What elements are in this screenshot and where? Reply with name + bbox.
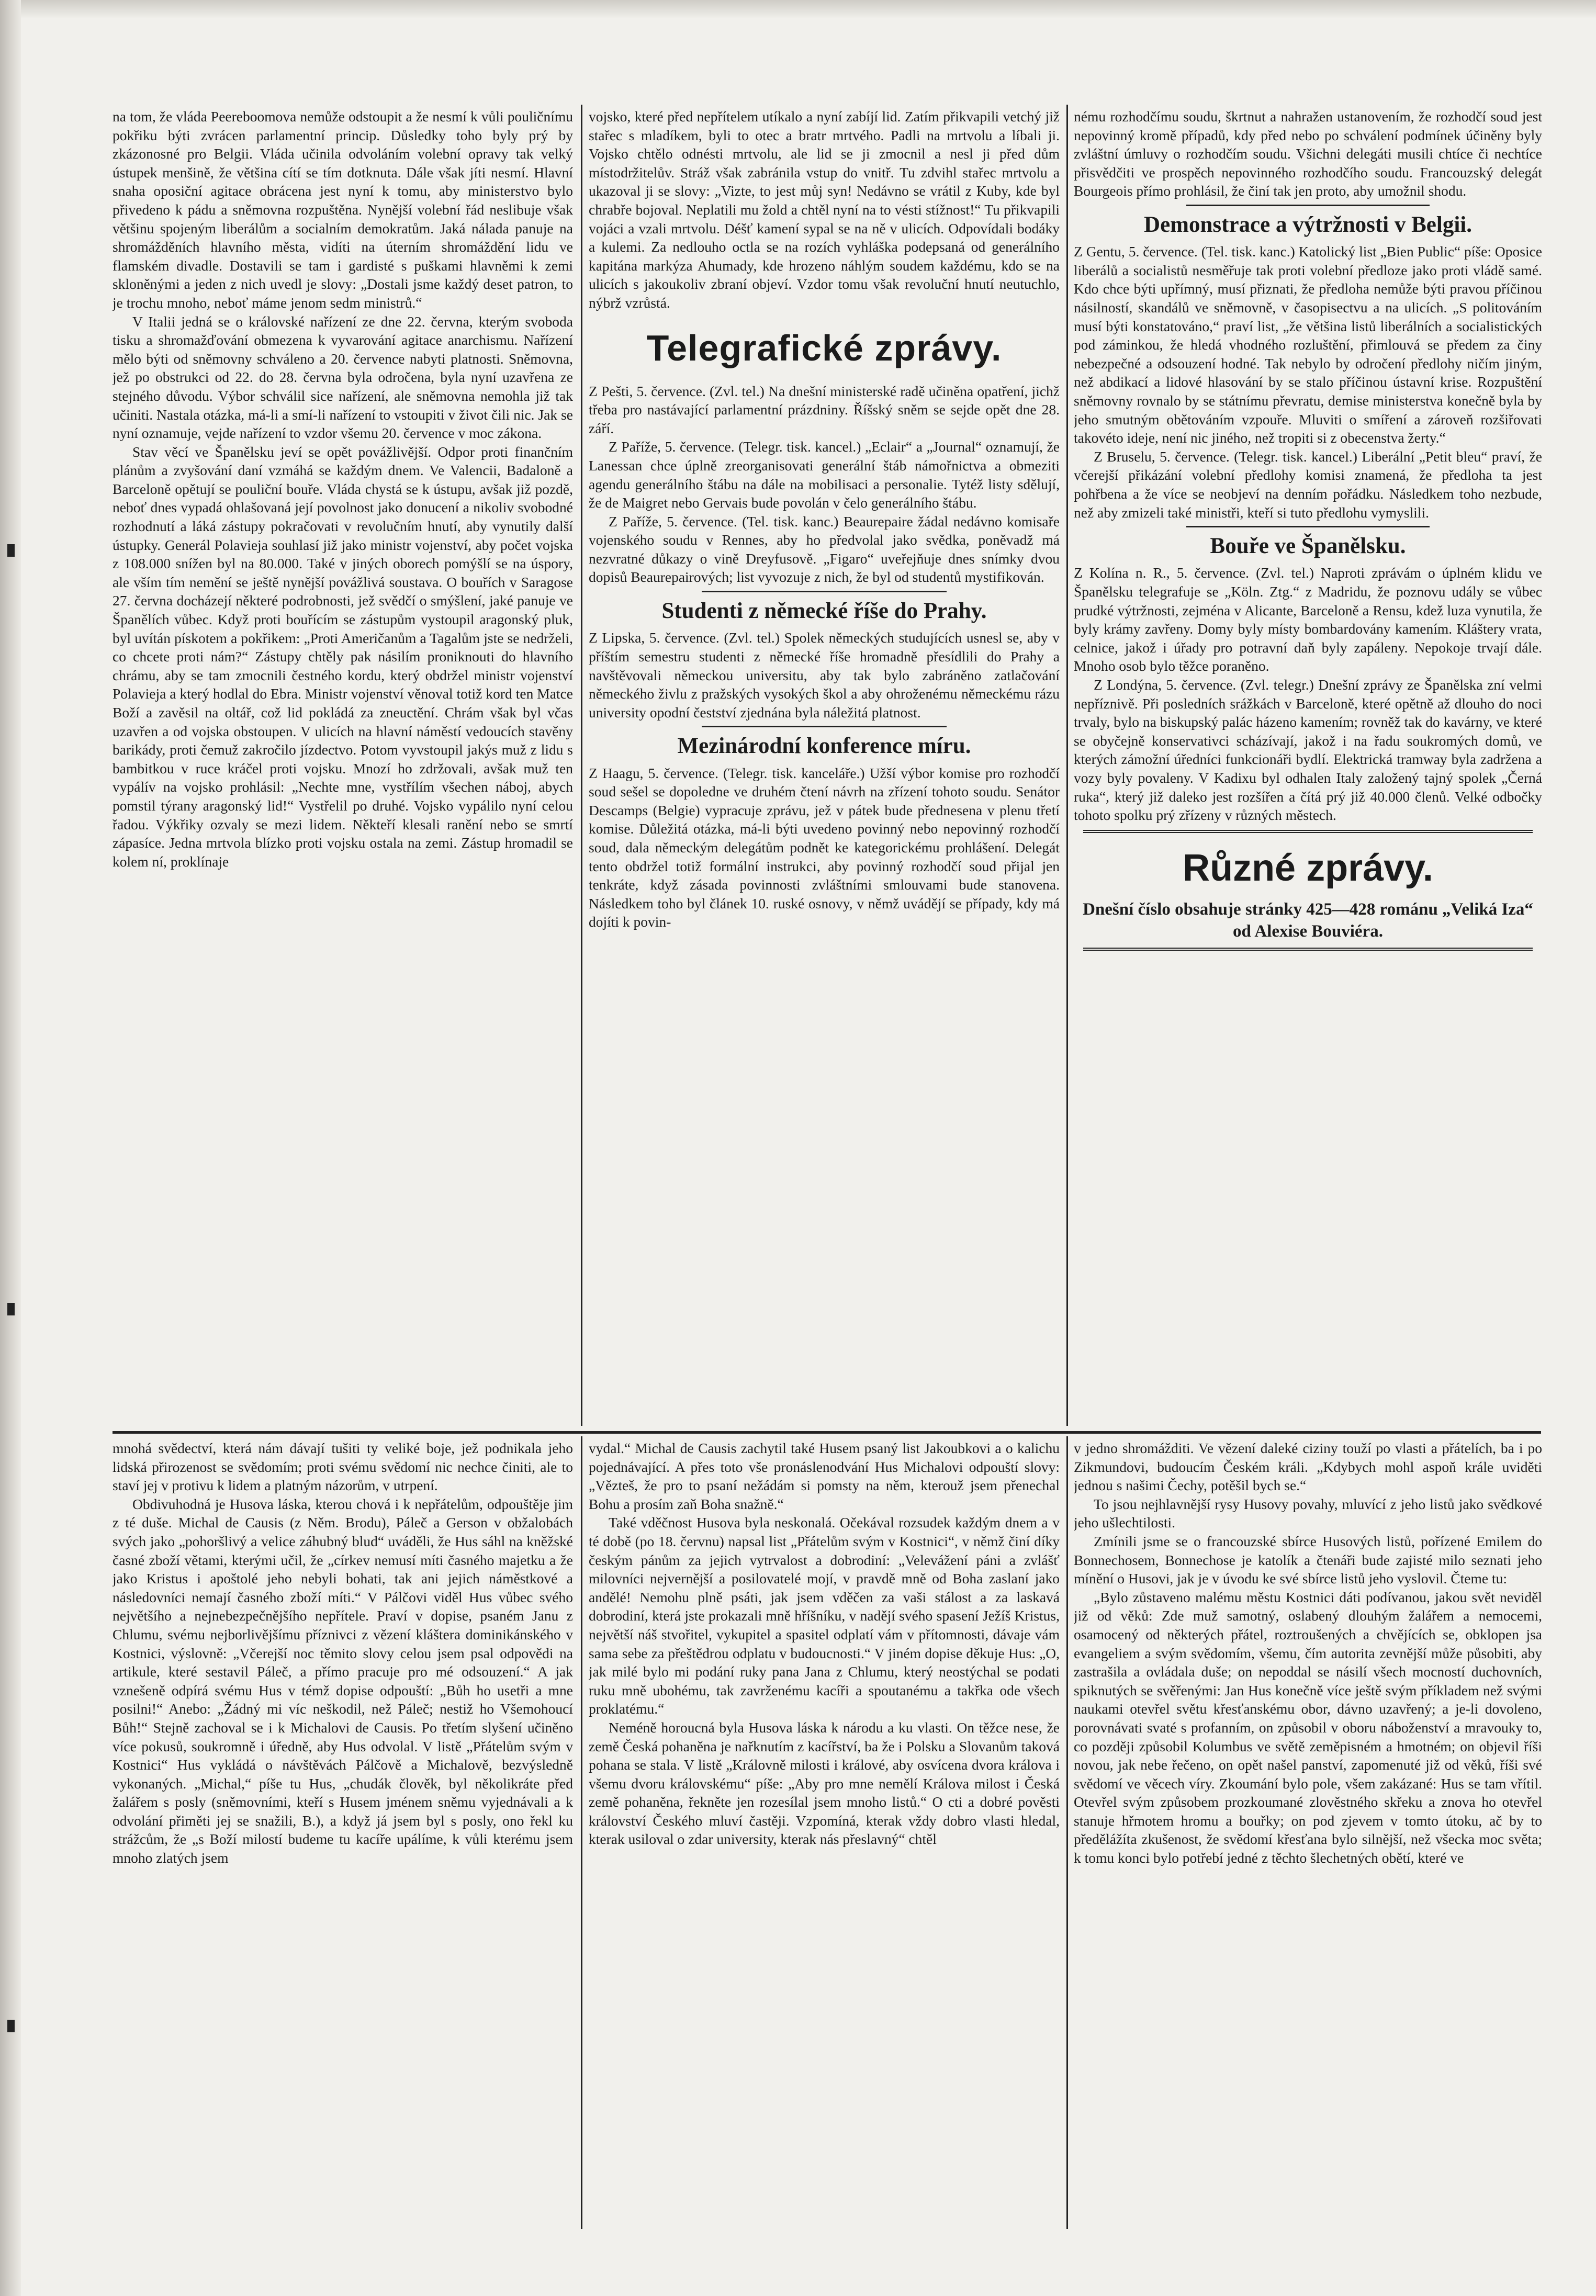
- article-paragraph: vojsko, které před nepřítelem utíkalo a nyní zabíjí lid. Zatím přikvapili vetchý již stařec s mladíkem, byli to otec a bratr mrtvého. Padli na mrtvolu a líbali ji. Vojsko chtělo odnésti mrtvolu, ale lid se ji zmocnil a nesl ji před dům místodržitelův. Stráž však zabránila vstup do vnitř. Tu zdvihl stařec mrtvolu a ukazoval ji se slovy: „Vizte, to jest můj syn! Nedávno se vrátil z Kuby, kde byl chrabře bojoval. Neplatili mu žold a chtěl nyní na to vésti stížnost!“ Tu přikvapili vojáci a vzali mrtvolu. Déšť kamení sypal se na ně v ulicích. Odpovídali bodáky a kulemi. Za nedlouho octla se na rozích vyhláška podepsaná od generálního kapitána markýza Ahumady, kde hrozeno náhlým soudem každému, kdo se na ulicích s jakoukoliv zbraní objeví. Vzdor tomu však revoluční hnutí neutuchlo, nýbrž vzrůstá.: [589, 108, 1060, 311]
- headline-spanelsko: Bouře ve Španělsku.: [1210, 534, 1406, 559]
- telegram-paragraph: Z Paříže, 5. července. (Tel. tisk. kanc.) Beaurepaire žádal nedávno komisaře vojenského soudu v Rennes, aby ho předvolal jako svědka, poněvadž má nezvratné důkazy o vině Dreyfusově. „Figaro“ uveřejňuje dnes snímky dvou dopisů Beaurepairových; list vyvozuje z nich, že byl od studentů mystifikován.: [589, 513, 1060, 586]
- headline-ruzne-zpravy: Různé zprávy.: [1183, 847, 1433, 889]
- telegram-paragraph: Z Kolína n. R., 5. července. (Zvl. tel.) Naproti zprávám o úplném klidu ve Španělsku telegrafuje se „Köln. Ztg.“ z Madridu, že poznovu udály se vůbec prudké výtržnosti, zejména v Alicante, Barceloně a Rensu, kdež luza vynutila, že byly krámy zavřeny. Domy byly místy bombardovány kamením. Kláštery vrata, celnice, jakož i úřady pro potravní daň byly zapáleny. Nepokoje trvají dále. Mnoho osob bylo těžce poraněno.: [1074, 565, 1542, 674]
- section-separator: [1186, 205, 1430, 206]
- section-separator: [702, 591, 947, 592]
- telegram-paragraph: Z Londýna, 5. července. (Zvl. telegr.) Dnešní zprávy ze Španělska zní velmi nepříznivě. Při posledních srážkách v Barceloně, které opětně až dlouho do noci trvaly, bylo na biskupský palác házeno kamením; rovněž tak do kavárny, ve které se obyčejně konservativci scházívají, jakož i na řadu soukromých domů, ve kterých zámožní úředníci funkcionáři bydlí. Elektrická tramway byla zadržena a vozy byly povaleny. V Kadixu byl odhalen Italy založený tajný spolek „Černá ruka“, který již daleko jest rozšířen a čítá prý již 40.000 členů. Velké odbočky tohoto spolku prý zřízeny v různých městech.: [1074, 677, 1542, 824]
- headline-studenti: Studenti z německé říše do Prahy.: [661, 599, 987, 624]
- feuilleton-paragraph: Neméně horoucná byla Husova láska k národu a ku vlasti. On těžce nese, že země Česká pohaněna je nařknutím z kacířství, ba že i Polsku a Slovanům taková pohana se stala. V listě „Královně milosti i králové, aby osvícena dvora králova i všemu dvoru královskému“ píše: „Aby pro mne nemělí Králova milost i Česká země pohaněna, řekněte jen rozesílal jsem mnoho listů.“ O cti a dobré pověsti království Českého mluví častěji. Vzpomíná, kterak vždy dobro vlasti hledal, kterak usiloval o zdar university, kterak nás přeslavný“ chtěl: [589, 1719, 1060, 1848]
- margin-mark: [7, 1303, 15, 1315]
- feuilleton-paragraph: v jedno shromážditi. Ve vězení daleké ciziny touží po vlasti a přátelích, ba i po Zikmundovi, budoucím Českém králi. „Kdybych mohl aspoň krále uviděti jednou s našimi Čechy, potěšil bych se.“: [1074, 1440, 1542, 1494]
- feuilleton-paragraph: Obdivuhodná je Husova láska, kterou chová i k nepřátelům, odpouštěje jim z té duše. Michal de Causis (z Něm. Brodu), Páleč a Gerson v obžalobách svých jako „pohoršlivý a velice záhubný blud“ uváděli, že Hus sáhl na kněžské časné zboží větami, kterými učil, že „církev nemusí míti časného majetku a že jako Kristus i apoštolé jeho nebyli bohati, tak ani jejich náměstkové a následovníci nemají časného zboží míti.“ V Pálčovi viděl Hus vůbec svého největšího a nejnebezpečnějšího nepřítele. Praví v dopise, psaném Janu z Chlumu, svému nejborlivějšímu příznivci z vězení kláštera dominikánského v Kostnici, výslovně: „Včerejší noc těmito slovy celou jsem psal odpovědi na artikule, které sestavil Páleč, a přímo pracuje pro mé odsouzení.“ A jak vznešeně odpírá svému Hus v témž dopise odpouští: „Bůh ho usetři a mne posilni!“ Anebo: „Žádný mi víc neškodil, než Páleč; nestiž ho Všemohoucí Bůh!“ Stejně zachoval se i k Michalovi de Causis. Po třetím slyšení učiněno více pokusů, soukromně i úředně, aby Hus odvolal. V listě „Přátelům svým v Kostnici“ Hus vykládá o návštěvách Pálčově a Michalově, bezvýsledně vykonaných. „Michal,“ píše tu Hus, „chudák člověk, byl několikráte před žalářem s posly (sněmovními, kteří s Husem jménem sněmu vyjednávali a k odvolání přiměti jej se snažili, B.), a když já jsem byl s posly, ono řekl ku strážcům, že „s Boží milostí budeme tu kacíře upálíme, k vůli kterému jsem mnoho zlatých jsem: [113, 1495, 573, 1866]
- supplement-notice: Dnešní číslo obsahuje stránky 425—428 románu „Veliká Iza“ od Alexise Bouviéra.: [1083, 899, 1533, 941]
- section-separator: [1083, 830, 1533, 833]
- telegram-paragraph: Z Bruselu, 5. července. (Telegr. tisk. kancel.) Liberální „Petit bleu“ praví, že včerejší přikázání volební předlohy komisi znamená, že předloha ta jest pohřbena a že více se neobjeví na denním pořádku. Následkem toho nezbude, než aby zmizeli také ministři, kteří si tuto předlohu vymyslili.: [1074, 448, 1542, 521]
- scan-top-edge: [0, 0, 1596, 19]
- feuilleton-paragraph: vydal.“ Michal de Causis zachytil také Husem psaný list Jakoubkovi a o kalichu pojednávající. A přes toto vše pronáslenodvání Hus Michalovi odpouští slovy: „Vězteš, že pro to psaní nežádám si pomsty na něm, kterouž jsem přenechal Bohu a prosím zaň Boha snažně.“: [589, 1440, 1060, 1512]
- section-separator: [702, 726, 947, 727]
- margin-mark: [7, 544, 15, 557]
- feuilleton-paragraph: To jsou nejhlavnější rysy Husovy povahy, mluvící z jeho listů jako svědkové jeho ušlechtilosti.: [1074, 1495, 1542, 1531]
- column-rule: [581, 1436, 582, 2229]
- article-paragraph: na tom, že vláda Peereboomova nemůže odstoupit a že nesmí k vůli pouličnímu pokřiku býti zvrácen parlamentní princip. Důsledky toho byly prý by zkázonosné pro Belgii. Vláda učinila odvoláním volební opravy tak velký ústupek menšině, že většina cítí se tím dotknuta. Dále však jíti nesmí. Hlavní snaha oposiční agitace obrácena jest nyní k tomu, aby ministerstvo bylo přivedeno k pádu a sněmovna rozpuštěna. Nynější volební řád neslibuje však většinu spojeným liberálům a socialním demokratům. Jaká nálada panuje na shromážděních hlavního města, vidíti na úterním shromáždění lidu ve flamském divadle. Dostavili se tam i gardisté s puškami hlavněmi k zemi skloněnými a jeden z nich uvedl je slovy: „Dostali jsme každý deset patron, to je trochu mnoho, neboť máme jenom sedm ministrů.“: [113, 108, 573, 311]
- feuilleton-column-2: [589, 1439, 1060, 2226]
- headline-konference: Mezinárodní konference míru.: [677, 734, 971, 759]
- feuilleton-rule: [113, 1431, 1541, 1434]
- article-paragraph: Stav věcí ve Španělsku jeví se opět povážlivější. Odpor proti finančním plánům a zvyšování daní vzmáhá se každým dnem. Ve Valencii, Badaloně a Barceloně opětují se pouliční bouře. Vláda chystá se k ústupu, avšak již pozdě, neboť dnes vypadá ohlašovaná její povolnost jako donucení a nikoliv svobodné rozhodnutí a láká zástupy pokračovati v revolučním hnutí, aby vynutily další ústupky. Generál Polavieja souhlasí již jako ministr vojenství, aby počet vojska z 108.000 snížen byl na 80.000. Také v jiných oborech pomýšlí se na úspory, ale vším tím nemění se ještě nynější povážlivá soustava. O bouřích v Saragose 27. června docházejí některé podrobnosti, jež svědčí o smýšlení, jaké panuje ve Španělích vůbec. Když proti bouřícím se zástupům vystoupil aragonský pluk, byl uvítán pískotem a pokřikem: „Proti Američanům a Tagalům jste se nedrželi, co chcete proti nám?“ Zástupy chtěly pak násilím proniknouti do hlavního chrámu, aby se tam zmocnili čestného kordu, který obdržel ministr vojenství Polavieja a který hodlal do Ebra. Ministr vojenství věnoval totiž kord ten Matce Boží a zavěsil na oltář, což lid pokládá za zneuctění. Chrám však byl včas uzavřen a od vojska obstoupen. V ulicích na hlavní náměstí vedoucích stavěny barikády, proti čemuž zakročilo jízdectvo. Potom vyvstoupil jakýs muž z lidu s bambitkou v ruce kráčel proti vojsku. Mnozí ho zdržovali, avšak muž ten vypálív na vojsko prohlásil: „Nechte mne, vystřílím všechen náboj, abych pomstil týrany aragonský lid!“ Vystřelil po druhé. Vojsko vypálilo nyní celou řadou. Výkřiky ozvaly se mezi lidem. Někteří klesali ranění nebo se smrtí zápasíce. Jedna mrtvola blízko proti vojsku ostala na zemi. Zástup hromadil se kolem ní, proklínaje: [113, 443, 573, 870]
- article-paragraph: V Italii jedná se o královské nařízení ze dne 22. června, kterým svoboda tisku a shromažďování obmezena k vyvarování agitace anarchismu. Nařízení mělo býti od sněmovny schváleno a 20. července nabyti platnosti. Sněmovna, jež po obstrukci od 22. do 28. června byla odročena, byla nyní uzavřena ze stejného důvodu. Výbor schválil sice nařízení, ale sněmovna nemohla již tak učiniti. Nastala otázka, má-li a smí-li nařízení to vstoupiti v život čili nic. Jak se nyní oznamuje, vejde nařízení to vzdor všemu 20. července v moc zákona.: [113, 313, 573, 442]
- headline-belgie: Demonstrace a výtržnosti v Belgii.: [1144, 212, 1472, 237]
- feuilleton-paragraph: Také vděčnost Husova byla neskonalá. Očekával rozsudek každým dnem a v té době (po 18. červnu) napsal list „Přátelům svým v Kostnici“, v němž činí díky českým pánům za jejich vytrvalost a dobrodiní: „Velevážení páni a zvlášť milovníci nejvernější a posilovatelé mojí, v pravdě mně od Boha zaslaní jako andělé! Nemohu plně psáti, jak jsem vděčen za vaši stálost a za laskavá dobrodiní, která jste prokazali mně hříšníku, v nadějí svého spasení Ježíš Kristus, největší náš stvořitel, vykupitel a spasitel odplatí vám v přítomnosti, dávaje vám sama sebe za přeštědrou odplatu v budoucnosti.“ V jiném dopise děkuje Hus: „O, jak milé bylo mi podání ruky pana Jana z Chlumu, který neostýchal se podati ruku mně ubohému, tak zavrženému kacíři a spoutanému a takřka ode všech proklatému.“: [589, 1514, 1060, 1717]
- section-separator: [1186, 526, 1430, 527]
- section-separator: [1083, 948, 1533, 951]
- telegram-paragraph: Z Lipska, 5. července. (Zvl. tel.) Spolek německých studujících usnesl se, aby v příštím semestru studenti z německé říše hromadně přesídlili do Prahy a navštěvovali německou universitu, aby tak bylo zabráněno zatlačování německého živlu z pražských vysokých škol a aby ohroženému německému rázu university opodní čestství zjednána byla náležitá platnost.: [589, 629, 1060, 721]
- column-3: [1074, 107, 1542, 1426]
- feuilleton-column-1: [113, 1439, 573, 2226]
- margin-mark: [7, 2020, 15, 2032]
- feuilleton-paragraph: „Bylo zůstaveno malému městu Kostnici dáti podívanou, jakou svět neviděl již od věků: Zde muž samotný, oslabený dlouhým žalářem a nemocemi, osamocený od některých přátel, roztroušených a chvějících se, obklopen jsa evangeliem a svým svědomím, všemu, čím autorita zevnější může působiti, aby zastrašila a ovládala duše; on nepoddal se násilí všech mocností duchovních, spiknutých se svěřenými: Jan Hus konečně více ještě svým příkladem než svými naukami otevřel světu křesťanskému obor, dávno uzavřený; a je-li dovoleno, porovnávati svaté s profanním, on způsobil v oboru náboženství a mravouky to, co později způsobil Kolumbus ve světě zeměpisném a hmotném; on objevil říši novou, jak nebe řečeno, on opět našel panství, zapomenuté již od věků, říši své svědomí ve věcech víry. Zkoumání bylo pole, všem zakázané: Hus se tam vřítil. Otevřel svým způsobem prozkoumané zlověstného skřeku a znova ho otevřel stanuje hřmotem hromu a bouřky; on pod zjevem v tomto útoku, ač by to předělážíta zkušenost, že svědomí křesťana bylo silnější, než všecka moc světa; k tomu konci bylo potřebí jedné z těchto šlechetných obětí, které ve: [1074, 1589, 1542, 1866]
- feuilleton-paragraph: mnohá svědectví, která nám dávají tušiti ty veliké boje, jež podnikala jeho lidská přirozenost se svědomím; proti svému svědomí nic nechce činiti, ale to staví jej v protivu k lidem a platným názorům, v utrpení.: [113, 1440, 573, 1494]
- feuilleton-column-3: [1074, 1439, 1542, 2226]
- column-rule: [1066, 1436, 1068, 2229]
- telegram-paragraph: Z Gentu, 5. července. (Tel. tisk. kanc.) Katolický list „Bien Public“ píše: Oposice liberálů a socialistů nesměřuje tak proti volební předloze jako proti vládě samé. Kdo chce býti upřímný, musí přiznati, že předloha nemůže býti pravou příčinou násilností, skandálů ve sněmovně, v časopisectvu a na ulicích. „S politováním musí býti konstatováno,“ praví list, „že většina listů liberálních a socialistických pod záminkou, že hledá vhodného rozluštění, přimlouvá se předem za činy nebezpečné a odsouzení hodné. Tak nebylo by odročení předlohy ničím jiným, než abdikací a lidové hlasování by se stalo příčinou ústavní krise. Rozpuštění sněmovny rovnalo by se státnímu převratu, demise ministerstva konečně byla by jeho smutným obětováním vzpouře. Mluviti o smíření a zároveň rozšiřovati takovéto ideje, není nic jiného, než tropiti si z obecenstva žerty.“: [1074, 243, 1542, 446]
- headline-telegraf: Telegrafické zprávy.: [646, 327, 1002, 368]
- telegram-paragraph: Z Haagu, 5. července. (Telegr. tisk. kanceláře.) Užší výbor komise pro rozhodčí soud sešel se dopoledne ve druhém čtení návrh na zřízení tohoto soudu. Senátor Descamps (Belgie) vypracuje zprávu, jež v pátek bude přednesena v plenu třetí komise. Důležitá otázka, má-li býti uvedeno povinný nebo nepovinný rozhodčí soud, dala německým delegátům podnět ke kategorickému prohlášení. Delegát tento obdržel totiž formální instrukci, aby povinný rozhodčí soud přijal jen tenkráte, když zásada povinnosti zvláštními smlouvami bude stanovena. Následkem toho byl článek 10. ruské osnovy, v němž uvádějí se případy, kdy má dojíti k povin-: [589, 764, 1060, 930]
- column-2: [589, 107, 1060, 1426]
- feuilleton-paragraph: Zmínili jsme se o francouzské sbírce Husových listů, pořízené Emilem do Bonnechosem, Bonnechose je katolík a čtenáři bude zajisté milo seznati jeho mínění o Husovi, jak je v úvodu ke své sbírce listů jeho vyslovil. Čteme tu:: [1074, 1533, 1542, 1587]
- column-rule: [581, 105, 582, 1426]
- scan-binding-edge: [0, 0, 21, 2296]
- telegram-paragraph: Z Pešti, 5. července. (Zvl. tel.) Na dnešní ministerské radě učiněna opatření, jichž třeba pro nastávající parlamentní prázdniny. Říšský sněm se sejde opět dne 28. září.: [589, 382, 1060, 436]
- column-1: [113, 107, 573, 1426]
- article-paragraph: nému rozhodčímu soudu, škrtnut a nahražen ustanovením, že rozhodčí soud jest nepovinný kromě případů, kdy před nebo po schválení podmínek účiněny byly zvláštní úmluvy o rozhodčím soudu. Všichni delegáti musili chtíce či nechtíce přisvědčiti ve prospěch nepovinného rozhodčího soudu. Francouzský delegát Bourgeois přímo prohlásil, že činí tak jen proto, aby umožnil shodu.: [1074, 108, 1542, 199]
- column-rule: [1066, 105, 1068, 1426]
- telegram-paragraph: Z Paříže, 5. července. (Telegr. tisk. kancel.) „Eclair“ a „Journal“ oznamují, že Lanessan chce úplně zreorganisovati generální štáb námořnictva a obmeziti agendu generálního štábu na dále na mobilisaci a personalie. Tytéž listy sdělují, že de Maigret nebo Gervais bude povolán v čelo generálního štábu.: [589, 438, 1060, 511]
